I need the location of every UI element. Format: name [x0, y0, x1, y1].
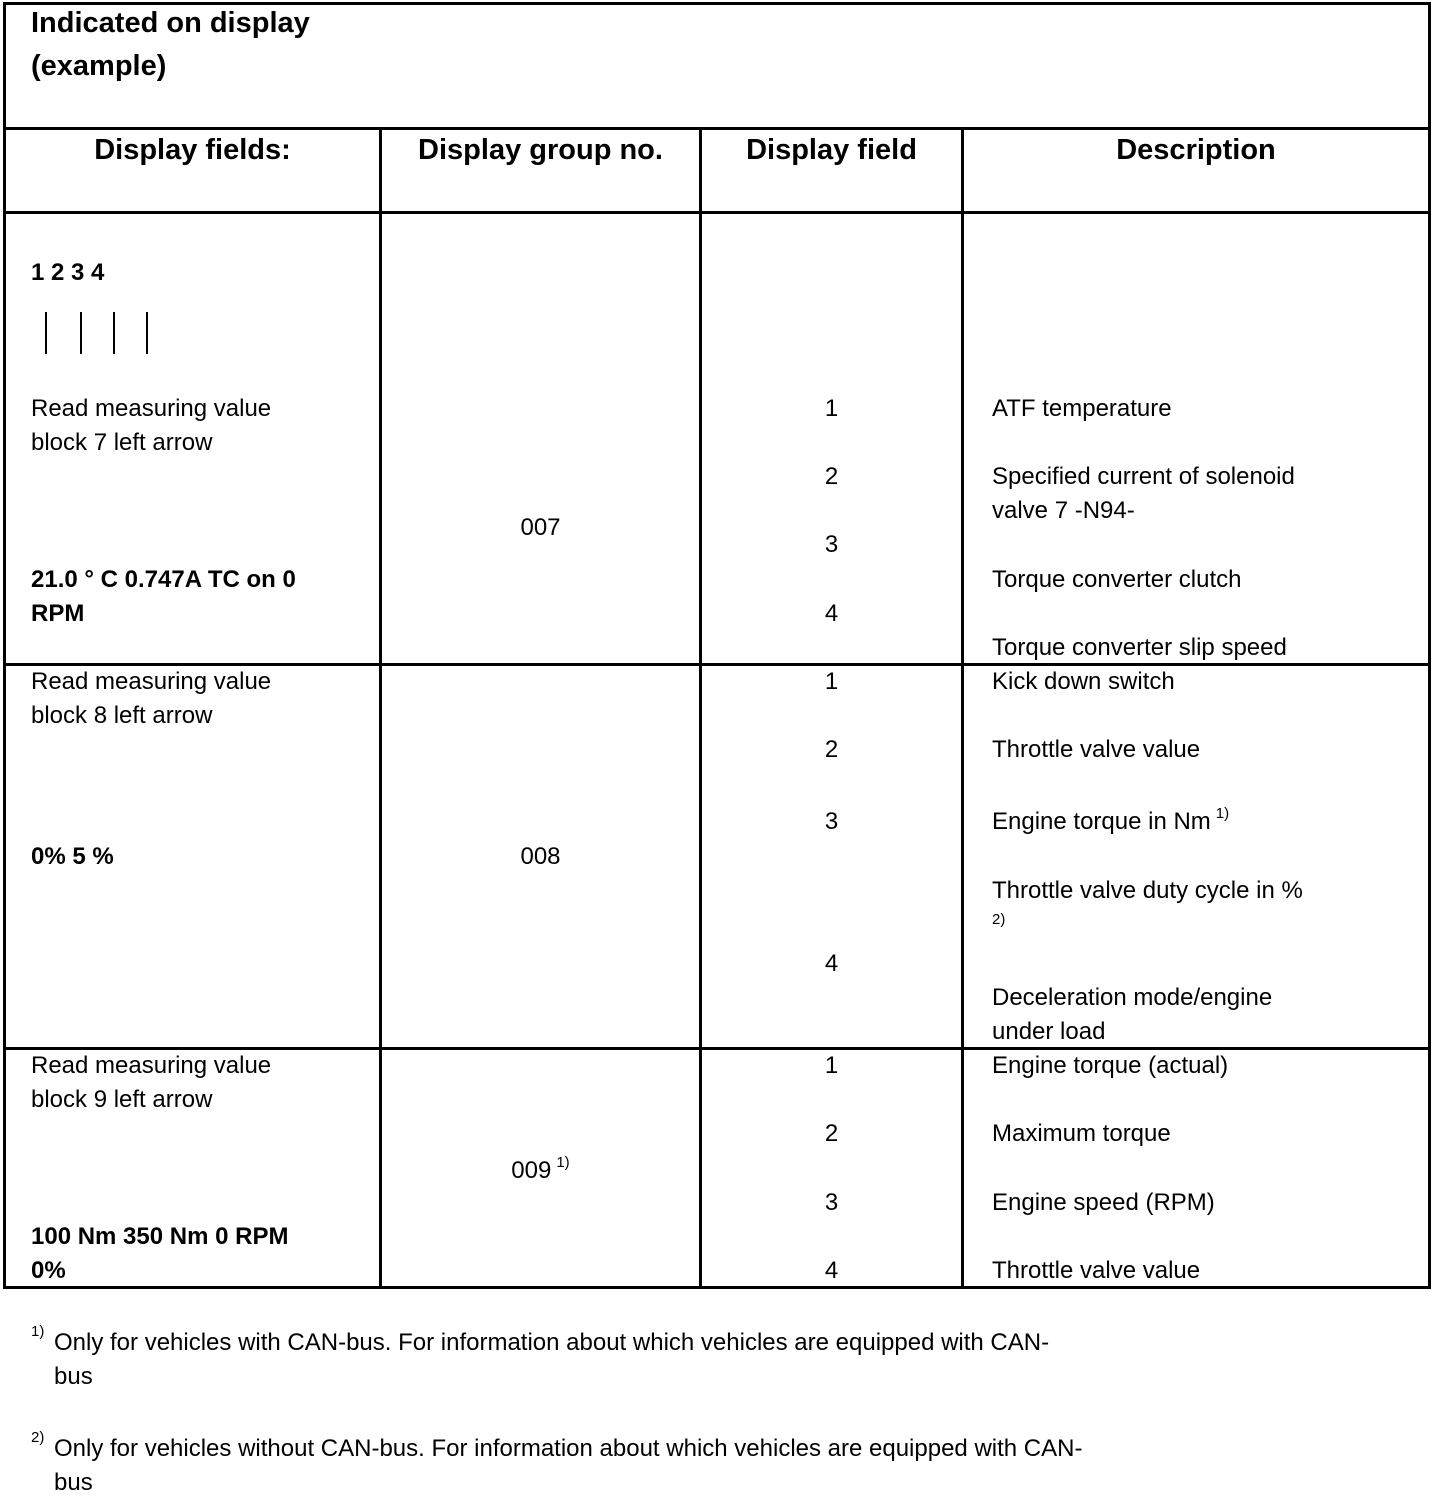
- block9-value-line-2: 0%: [31, 1257, 66, 1284]
- block8-label-line-1: Read measuring value: [31, 668, 272, 695]
- block9-label-line-2: block 9 left arrow: [31, 1086, 213, 1113]
- block7-value-line-1: 21.0 ° C 0.747A TC on 0: [31, 566, 296, 593]
- block9-field-1: 1: [824, 1052, 839, 1079]
- block8-desc-decel-line-2: under load: [992, 1018, 1106, 1045]
- footnote-1-mark: 1): [31, 1323, 45, 1340]
- footnote-2-mark: 2): [31, 1429, 45, 1446]
- block7-desc-slip-speed: Torque converter slip speed: [992, 634, 1287, 661]
- footnote-ref-2: 2): [992, 911, 1006, 928]
- block9-desc-engine-torque-actual: Engine torque (actual): [992, 1052, 1229, 1079]
- table-border-left: [3, 2, 6, 1289]
- field-marker-1: [45, 312, 47, 354]
- block8-label-line-2: block 8 left arrow: [31, 702, 213, 729]
- block7-field-4: 4: [824, 600, 839, 627]
- footnote-2-line-1: Only for vehicles without CAN-bus. For information about which vehicles are equipped with CAN-: [54, 1435, 1083, 1462]
- block8-group-number: 008: [520, 843, 561, 870]
- block9-desc-throttle-value: Throttle valve value: [992, 1257, 1201, 1284]
- col-divider-1: [379, 127, 382, 1289]
- block8-field-4: 4: [824, 950, 839, 977]
- column-header-display-fields: Display fields:: [94, 134, 291, 166]
- block8-desc-kickdown: Kick down switch: [992, 668, 1175, 695]
- block8-desc-decel-line-1: Deceleration mode/engine: [992, 984, 1273, 1011]
- header-divider: [3, 211, 1431, 214]
- block8-desc-engine-torque-text: Engine torque in Nm: [992, 808, 1211, 835]
- block7-label-line-1: Read measuring value: [31, 395, 272, 422]
- footnote-1-line-2: bus: [54, 1363, 93, 1390]
- block9-value-line-1: 100 Nm 350 Nm 0 RPM: [31, 1223, 289, 1250]
- block7-desc-solenoid-line-1: Specified current of solenoid: [992, 463, 1295, 490]
- block9-field-3: 3: [824, 1189, 839, 1216]
- table-title-line-1: Indicated on display: [31, 7, 310, 39]
- block9-field-4: 4: [824, 1257, 839, 1284]
- footnote-ref-1: 1): [556, 1154, 570, 1171]
- col-divider-3: [961, 127, 964, 1289]
- block9-field-2: 2: [824, 1120, 839, 1147]
- table-border-right: [1428, 2, 1431, 1289]
- block9-group-text: 009: [511, 1157, 552, 1184]
- column-header-display-group: Display group no.: [418, 134, 663, 166]
- table-title-line-2: (example): [31, 50, 167, 82]
- block7-value-line-2: RPM: [31, 600, 85, 627]
- column-header-description: Description: [1116, 134, 1276, 166]
- block7-label-line-2: block 7 left arrow: [31, 429, 213, 456]
- block7-field-1: 1: [824, 395, 839, 422]
- footnote-ref-1: 1): [1215, 805, 1230, 822]
- footnote-2-line-2: bus: [54, 1469, 93, 1496]
- block8-desc-throttle-value: Throttle valve value: [992, 736, 1201, 763]
- block7-group-number: 007: [520, 514, 561, 541]
- block7-desc-atf-temperature: ATF temperature: [992, 395, 1172, 422]
- block7-field-3: 3: [824, 531, 839, 558]
- block9-desc-max-torque: Maximum torque: [992, 1120, 1171, 1147]
- block8-field-3: 3: [824, 808, 839, 835]
- block8-value: 0% 5 %: [31, 843, 114, 870]
- block9-group-number: [382, 1154, 699, 1188]
- block7-field-2: 2: [824, 463, 839, 490]
- block8-field-2: 2: [824, 736, 839, 763]
- block8-desc-engine-torque: [992, 805, 1229, 839]
- column-header-display-field: Display field: [746, 134, 917, 166]
- field-marker-4: [146, 312, 148, 354]
- block9-label-line-1: Read measuring value: [31, 1052, 272, 1079]
- field-marker-3: [113, 312, 115, 354]
- block8-field-1: 1: [824, 668, 839, 695]
- block9-desc-engine-speed: Engine speed (RPM): [992, 1189, 1215, 1216]
- col-divider-2: [699, 127, 702, 1289]
- block7-desc-tcc: Torque converter clutch: [992, 566, 1242, 593]
- block7-desc-solenoid-line-2: valve 7 -N94-: [992, 497, 1135, 524]
- field-numbers: 1 2 3 4: [31, 259, 105, 286]
- footnote-1-line-1: Only for vehicles with CAN-bus. For information about which vehicles are equipped with CAN-: [54, 1329, 1050, 1356]
- field-marker-2: [80, 312, 82, 354]
- block8-desc-duty-cycle: Throttle valve duty cycle in %: [992, 877, 1303, 904]
